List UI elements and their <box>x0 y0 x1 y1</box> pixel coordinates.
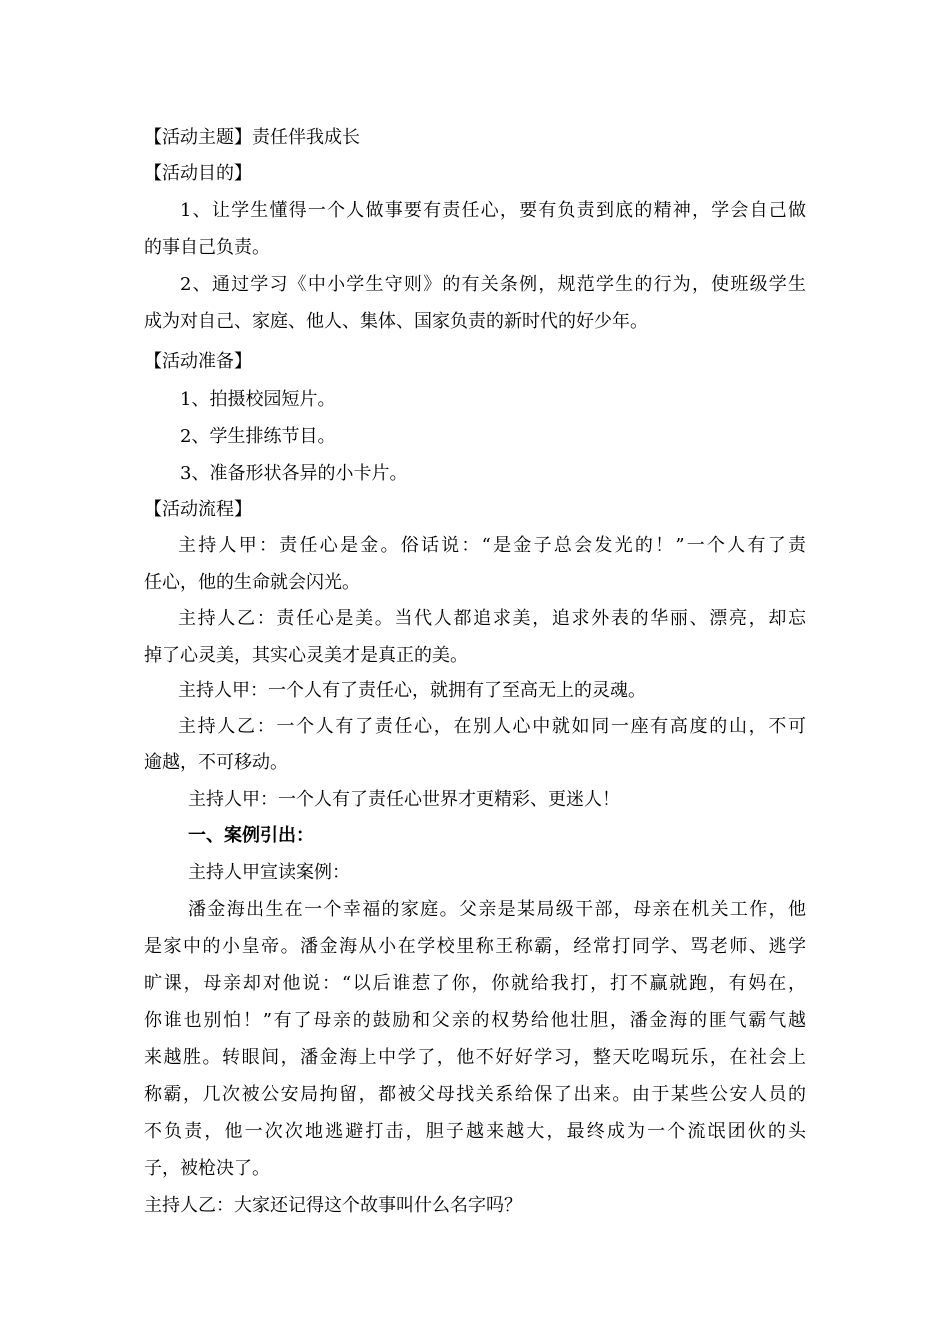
dialogue-5: 主持人甲：一个人有了责任心世界才更精彩、更迷人！ <box>188 789 620 810</box>
purpose-heading: 【活动目的】 <box>144 163 252 184</box>
case-text-line-8: 子，被枪决了。 <box>144 1158 270 1179</box>
dialogue-2-line-2: 掉了心灵美，其实心灵美才是真正的美。 <box>144 645 468 666</box>
case-text-line-2: 是家中的小皇帝。潘金海从小在学校里称王称霸，经常打同学、骂老师、逃学 <box>144 936 806 957</box>
dialogue-4-line-1: 主持人乙：一个人有了责任心，在别人心中就如同一座有高度的山，不可 <box>178 716 806 737</box>
purpose-item-2-line-2: 成为对自己、家庭、他人、集体、国家负责的新时代的好少年。 <box>144 311 648 332</box>
case-intro: 主持人甲宣读案例： <box>188 862 350 883</box>
section-heading-case: 一、案例引出： <box>188 825 314 846</box>
dialogue-3: 主持人甲：一个人有了责任心，就拥有了至高无上的灵魂。 <box>178 680 646 701</box>
purpose-item-2-line-1: 2、通过学习《中小学生守则》的有关条例，规范学生的行为，使班级学生 <box>180 274 806 295</box>
case-text-line-5: 来越胜。转眼间，潘金海上中学了，他不好好学习，整天吃喝玩乐，在社会上 <box>144 1047 806 1068</box>
prep-item-2: 2、学生排练节目。 <box>180 426 336 447</box>
prep-item-1: 1、拍摄校园短片。 <box>180 389 336 410</box>
dialogue-1-line-2: 任心，他的生命就会闪光。 <box>144 572 360 593</box>
dialogue-6: 主持人乙：大家还记得这个故事叫什么名字吗？ <box>144 1195 522 1216</box>
prep-item-3: 3、准备形状各异的小卡片。 <box>180 463 408 484</box>
case-text-line-4: 你谁也别怕！”有了母亲的鼓励和父亲的权势给他壮胆，潘金海的匪气霸气越 <box>144 1010 806 1031</box>
dialogue-2-line-1: 主持人乙：责任心是美。当代人都追求美，追求外表的华丽、漂亮，却忘 <box>178 608 806 629</box>
dialogue-4-line-2: 逾越，不可移动。 <box>144 752 288 773</box>
activity-theme: 【活动主题】责任伴我成长 <box>144 127 360 148</box>
case-text-line-1: 潘金海出生在一个幸福的家庭。父亲是某局级干部，母亲在机关工作，他 <box>188 899 806 920</box>
case-text-line-6: 称霸，几次被公安局拘留，都被父母找关系给保了出来。由于某些公安人员的 <box>144 1084 806 1105</box>
purpose-item-1-line-1: 1、让学生懂得一个人做事要有责任心，要有负责到底的精神，学会自己做 <box>180 200 806 221</box>
process-heading: 【活动流程】 <box>144 499 252 520</box>
case-text-line-7: 不负责，他一次次地逃避打击，胆子越来越大，最终成为一个流氓团伙的头 <box>144 1121 806 1142</box>
case-text-line-3: 旷课，母亲却对他说：“以后谁惹了你，你就给我打，打不赢就跑，有妈在， <box>144 973 806 994</box>
purpose-item-1-line-2: 的事自己负责。 <box>144 237 270 258</box>
prep-heading: 【活动准备】 <box>144 351 252 372</box>
dialogue-1-line-1: 主持人甲：责任心是金。俗话说：“是金子总会发光的！”一个人有了责 <box>178 535 806 556</box>
